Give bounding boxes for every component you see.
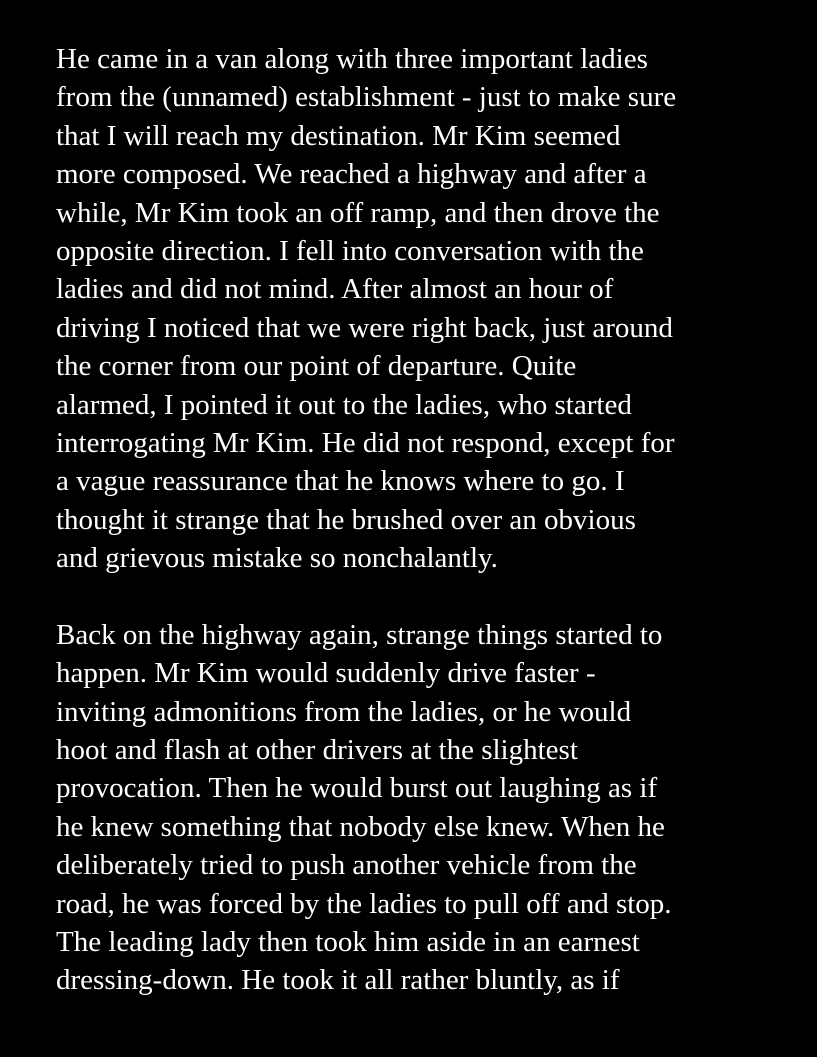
paragraph-1 [56, 40, 796, 577]
text-line: hoot and flash at other drivers at the slightest [56, 734, 578, 767]
text-line: he knew something that nobody else knew. When he [56, 810, 665, 843]
paragraph-2 [56, 616, 796, 1000]
text-line: interrogating Mr Kim. He did not respond, except for [56, 426, 675, 459]
text-line: happen. Mr Kim would suddenly drive faster - [56, 657, 596, 690]
text-line: more composed. We reached a highway and after a [56, 158, 647, 191]
text-line: thought it strange that he brushed over an obvious [56, 503, 636, 536]
text-line: inviting admonitions from the ladies, or he would [56, 695, 632, 728]
text-line: while, Mr Kim took an off ramp, and then drove the [56, 196, 660, 229]
text-line: and grievous mistake so nonchalantly. [56, 542, 498, 575]
text-line: the corner from our point of departure. Quite [56, 350, 577, 383]
text-line: Back on the highway again, strange things started to [56, 618, 663, 651]
text-line: driving I noticed that we were right back, just around [56, 311, 673, 344]
text-line: from the (unnamed) establishment - just to make sure [56, 81, 677, 114]
text-line: ladies and did not mind. After almost an hour of [56, 273, 614, 306]
text-line: road, he was forced by the ladies to pull off and stop. [56, 887, 672, 920]
text-line: deliberately tried to push another vehicle from the [56, 849, 637, 882]
text-line: a vague reassurance that he knows where to go. I [56, 465, 625, 498]
text-line: dressing-down. He took it all rather bluntly, as if [56, 964, 620, 997]
text-line: provocation. Then he would burst out laughing as if [56, 772, 658, 805]
text-line: He came in a van along with three important ladies [56, 43, 648, 75]
text-line: that I will reach my destination. Mr Kim seemed [56, 119, 621, 152]
text-line: opposite direction. I fell into conversation with the [56, 234, 644, 267]
document-text [56, 40, 796, 1000]
text-line: alarmed, I pointed it out to the ladies, who started [56, 388, 632, 421]
text-line: The leading lady then took him aside in an earnest [56, 925, 640, 958]
paragraph-gap [56, 577, 796, 615]
